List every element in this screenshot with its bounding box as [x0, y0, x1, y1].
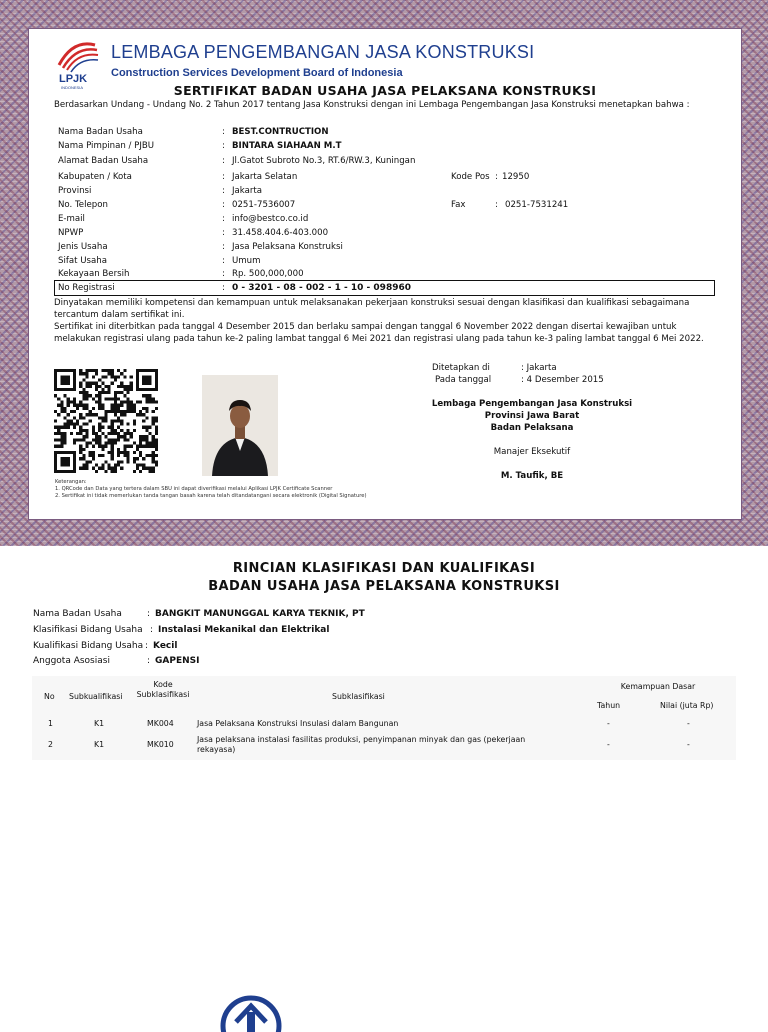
row1-tahun: - — [607, 719, 610, 728]
row2-desc: Jasa pelaksana instalasi fasilitas produksi, penyimpanan minyak dan gas (pekerjaan rekayasa) — [197, 735, 526, 754]
field-value-npwp: 31.458.404.6-403.000 — [232, 228, 329, 238]
detail-value-nama: BANGKIT MANUNGGAL KARYA TEKNIK, PT — [155, 609, 365, 619]
row2-no: 2 — [48, 740, 53, 749]
sign-org-line1: Lembaga Pengembangan Jasa Konstruksi — [431, 399, 633, 409]
detail-label-kualifikasi: Kualifikasi Bidang Usaha — [33, 641, 144, 651]
field-label-nama-badan-usaha: Nama Badan Usaha — [58, 127, 143, 137]
field-label-fax: Fax — [451, 200, 466, 210]
certificate-body — [29, 29, 741, 519]
qr-code-icon — [54, 369, 158, 473]
row1-sub: K1 — [94, 719, 105, 728]
field-value-no-registrasi: 0 - 3201 - 08 - 002 - 1 - 10 - 098960 — [232, 283, 411, 293]
colon: : — [222, 242, 225, 252]
colon: : — [222, 269, 225, 279]
colon: : — [147, 656, 151, 666]
field-label-kabupaten: Kabupaten / Kota — [58, 172, 132, 182]
row1-no: 1 — [48, 719, 53, 728]
field-value-alamat: Jl.Gatot Subroto No.3, RT.6/RW.3, Kuningan — [232, 156, 416, 166]
tanggal-value: : 4 Desember 2015 — [521, 375, 604, 385]
sign-role: Manajer Eksekutif — [493, 447, 571, 457]
th-no: No — [44, 692, 55, 701]
th-kode: Kode Subklasifikasi — [136, 680, 190, 699]
field-label-npwp: NPWP — [58, 228, 84, 238]
notes-title: Keterangan: — [55, 479, 87, 485]
field-value-provinsi: Jakarta — [232, 186, 263, 196]
colon: : — [222, 156, 225, 166]
detail-title-line1: RINCIAN KLASIFIKASI DAN KUALIFIKASI — [232, 561, 536, 576]
row1-desc: Jasa Pelaksana Konstruksi Insulasi dalam Bangunan — [197, 719, 399, 728]
field-label-nama-pimpinan: Nama Pimpinan / PJBU — [58, 141, 155, 151]
competence-paragraph: Dinyatakan memiliki kompetensi dan kemampuan untuk melaksanakan pekerjaan konstruksi sesuai dengan klasifikasi dan kualifikasi sebagaimana tercantum dalam sertifikat ini. — [54, 298, 690, 320]
detail-title-line2: BADAN USAHA JASA PELAKSANA KONSTRUKSI — [208, 579, 560, 594]
row1-nilai: - — [687, 719, 690, 728]
field-label-no-registrasi: No Registrasi — [58, 283, 115, 293]
field-label-kode-pos: Kode Pos — [451, 172, 490, 182]
field-label-alamat: Alamat Badan Usaha — [58, 156, 149, 166]
notes — [55, 479, 366, 500]
detail-label-klasifikasi: Klasifikasi Bidang Usaha — [33, 625, 143, 635]
field-value-email: info@bestco.co.id — [232, 214, 309, 224]
detail-label-nama: Nama Badan Usaha — [33, 609, 122, 619]
colon: : — [495, 200, 498, 210]
colon: : — [222, 141, 225, 151]
detail-label-asosiasi: Anggota Asosiasi — [33, 656, 110, 666]
field-value-sifat-usaha: Umum — [232, 256, 261, 266]
colon: : — [222, 256, 225, 266]
org-name: LEMBAGA PENGEMBANGAN JASA KONSTRUKSI — [111, 42, 535, 62]
field-value-nama-badan-usaha: BEST.CONTRUCTION — [232, 127, 329, 137]
colon: : — [150, 625, 154, 635]
th-kemampuan: Kemampuan Dasar — [620, 682, 696, 691]
validity-paragraph: Sertifikat ini diterbitkan pada tanggal 4 Desember 2015 dan berlaku sampai dengan tanggal 6 November 2022 dengan disertai kewajiban untuk melakukan registrasi ulang pada tahun ke-2 paling lambat tanggal 6 Mei 2021 dan registrasi ulang pada tahun ke-3 paling lambat tanggal 6 Mei 2022. — [54, 322, 704, 344]
org-subtitle: Construction Services Development Board of Indonesia — [111, 67, 403, 79]
tanggal-label: Pada tanggal — [435, 375, 492, 385]
colon: : — [222, 186, 225, 196]
person-photo-icon — [202, 375, 278, 476]
holder-photo — [202, 375, 278, 476]
detail-value-kualifikasi: Kecil — [153, 641, 178, 651]
colon: : — [145, 641, 149, 651]
row2-kode: MK010 — [147, 740, 174, 749]
field-label-sifat-usaha: Sifat Usaha — [58, 256, 107, 266]
note-1: 1. QRCode dan Data yang tertera dalam SBU ini dapat diverifikasi melalui Aplikasi LPJK Certificate Scanner — [55, 486, 333, 492]
note-2: 2. Sertifikat ini tidak memerlukan tanda tangan basah karena telah ditandatangani secara elektronik (Digital Signature) — [55, 493, 367, 499]
colon: : — [222, 127, 225, 137]
field-value-jenis-usaha: Jasa Pelaksana Konstruksi — [232, 242, 343, 252]
svg-text:LPJK: LPJK — [59, 73, 88, 85]
detail-value-klasifikasi: Instalasi Mekanikal dan Elektrikal — [158, 625, 330, 635]
th-subklasifikasi: Subklasifikasi — [332, 692, 385, 701]
sign-name: M. Taufik, BE — [500, 471, 564, 481]
row2-nilai: - — [687, 740, 690, 749]
field-label-kekayaan: Kekayaan Bersih — [58, 269, 130, 279]
field-label-jenis-usaha: Jenis Usaha — [58, 242, 108, 252]
colon: : — [147, 609, 151, 619]
field-value-kode-pos: 12950 — [502, 172, 530, 182]
field-value-kabupaten: Jakarta Selatan — [232, 172, 298, 182]
th-subkualifikasi: Subkualifikasi — [69, 692, 123, 701]
association-logo-icon — [216, 992, 286, 1032]
colon: : — [222, 172, 225, 182]
ditetapkan-value: : Jakarta — [521, 363, 557, 373]
sign-org-line2: Provinsi Jawa Barat — [484, 411, 580, 421]
row2-tahun: - — [607, 740, 610, 749]
colon: : — [222, 283, 225, 293]
field-label-provinsi: Provinsi — [58, 186, 92, 196]
field-value-telepon: 0251-7536007 — [232, 200, 296, 210]
field-value-nama-pimpinan: BINTARA SIAHAAN M.T — [232, 141, 342, 151]
svg-text:INDONESIA: INDONESIA — [61, 85, 84, 90]
row1-kode: MK004 — [147, 719, 174, 728]
sign-org-line3: Badan Pelaksana — [490, 423, 574, 433]
field-label-email: E-mail — [58, 214, 85, 224]
certificate-title: SERTIFIKAT BADAN USAHA JASA PELAKSANA KONSTRUKSI — [173, 83, 597, 98]
colon: : — [495, 172, 498, 182]
intro-text: Berdasarkan Undang - Undang No. 2 Tahun 2017 tentang Jasa Konstruksi dengan ini Lembaga Pengembangan Jasa Konstruksi menetapkan bahwa : — [54, 100, 690, 110]
ditetapkan-label: Ditetapkan di — [432, 363, 490, 373]
detail-value-asosiasi: GAPENSI — [155, 656, 200, 666]
row2-sub: K1 — [94, 740, 105, 749]
colon: : — [222, 228, 225, 238]
field-value-fax: 0251-7531241 — [505, 200, 569, 210]
th-nilai: Nilai (juta Rp) — [660, 701, 714, 710]
field-value-kekayaan: Rp. 500,000,000 — [232, 269, 304, 279]
colon: : — [222, 214, 225, 224]
field-label-telepon: No. Telepon — [58, 200, 108, 210]
classification-table — [32, 676, 736, 760]
colon: : — [222, 200, 225, 210]
th-tahun: Tahun — [597, 701, 621, 710]
